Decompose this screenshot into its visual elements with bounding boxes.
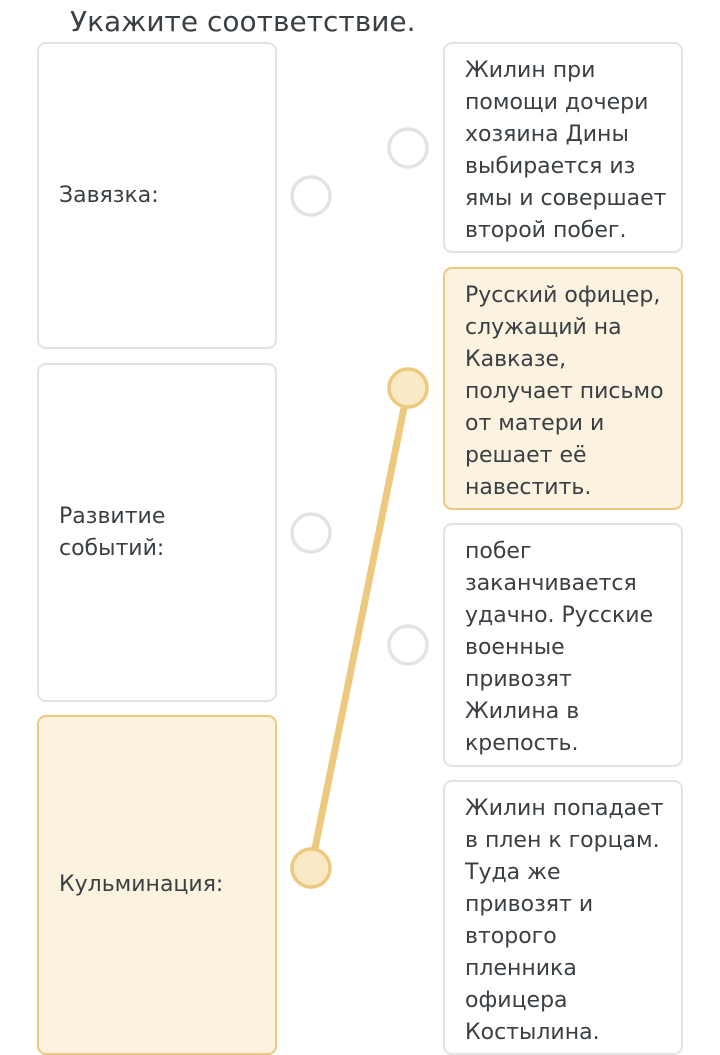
left-card-label: Кульминация: [59, 872, 224, 897]
left-card-label: Завязка: [59, 182, 159, 208]
left-card-label: Развитие событий: [59, 503, 166, 561]
left-connector-handle[interactable] [292, 514, 330, 552]
right-card-text: побег заканчивается удачно. Русские военные привозят Жилина в крепость. [465, 539, 654, 756]
left-connector-handle[interactable] [292, 177, 330, 215]
right-connector-handle[interactable] [389, 626, 427, 664]
connector-line-kulminatsiya-to-letter [311, 388, 408, 868]
right-card-text: Жилин попадает в плен к горцам. Туда же привозят и второго пленника офицера Костылина. [465, 796, 664, 1045]
right-connector-handle[interactable] [389, 369, 427, 407]
question-title: Укажите соответствие. [70, 5, 416, 38]
right-connector-handle[interactable] [389, 129, 427, 167]
left-connector-handle[interactable] [292, 849, 330, 887]
right-card-text: Жилин при помощи дочери хозяина Дины выбирается из ямы и совершает второй побег. [465, 58, 667, 243]
right-card-text: Русский офицер, служащий на Кавказе, получает письмо от матери и решает её навестить. [465, 283, 664, 500]
